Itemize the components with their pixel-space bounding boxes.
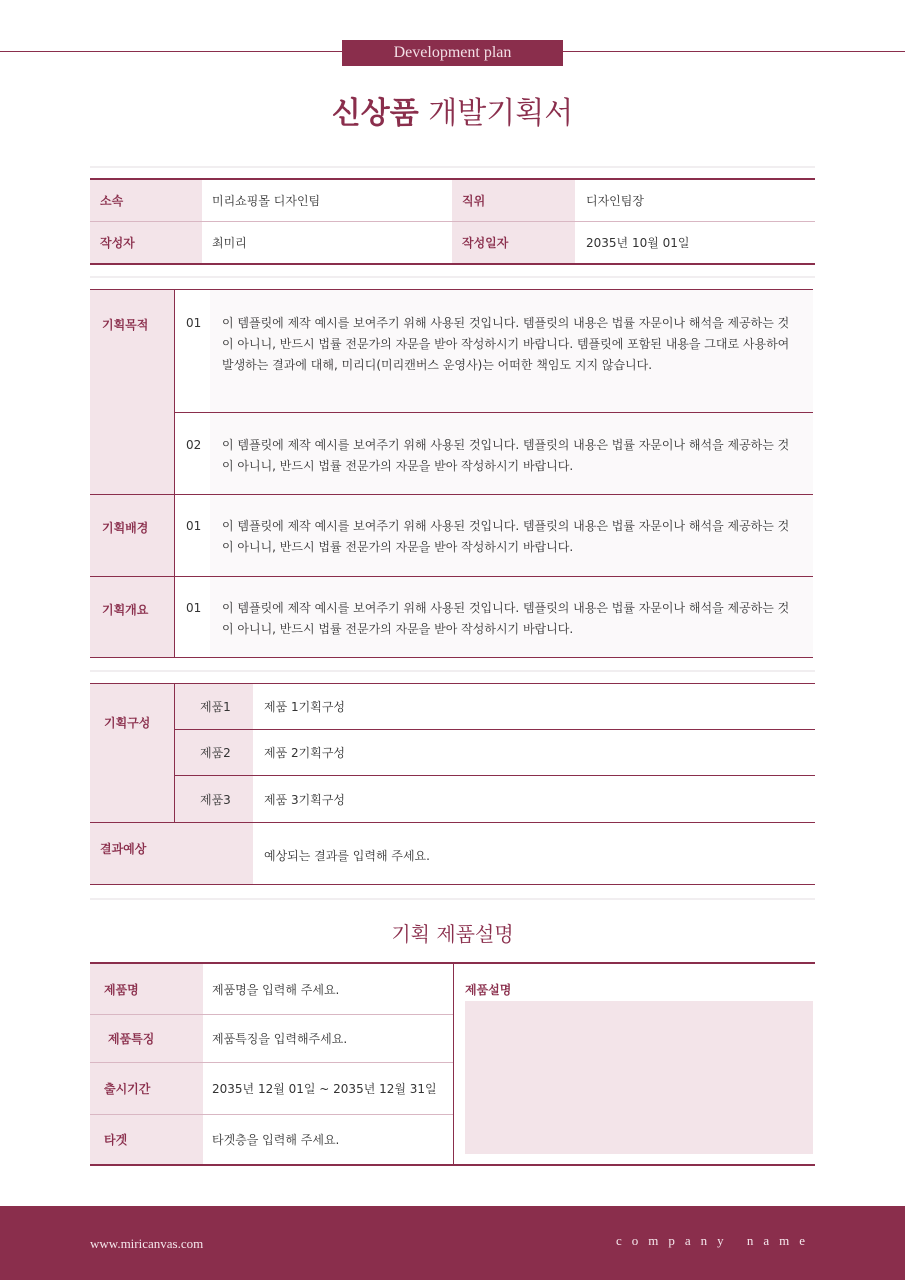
rule [90,221,815,222]
purpose-label: 기획목적 [102,318,149,332]
header-tag: Development plan [342,40,563,66]
divider [90,670,815,672]
author-value: 최미리 [212,236,247,250]
purpose-no-1: 01 [186,316,202,330]
product-name-value: 제품명을 입력해 주세요. [212,982,340,997]
page-title [0,88,905,132]
overview-text: 이 템플릿에 제작 예시를 보여주기 위해 사용된 것입니다. 템플릿의 내용은 법률 자문이나 해석을 제공하는 것이 아니니, 반드시 법률 전문가의 자문을 받아 작성하시기 바랍니다. [222,601,790,636]
comp-name-1: 제품1 [200,700,231,714]
title-bold: 신상품 [331,96,419,131]
comp-value-1: 제품 1기획구성 [264,700,346,714]
purpose-text-2: 이 템플릿에 제작 예시를 보여주기 위해 사용된 것입니다. 템플릿의 내용은 법률 자문이나 해석을 제공하는 것이 아니니, 반드시 법률 전문가의 자문을 받아 작성하시기 바랍니다. [222,438,790,473]
comp-name-2: 제품2 [200,746,231,760]
dept-label: 소속 [100,194,124,208]
product-feature-value: 제품특징을 입력해주세요. [212,1032,348,1046]
divider [90,276,815,278]
result-value: 예상되는 결과를 입력해 주세요. [264,849,430,863]
composition-label: 기획구성 [104,716,151,730]
title-rest: 개발기획서 [428,96,574,131]
product-target-value: 타겟층을 입력해 주세요. [212,1133,340,1147]
position-label: 직위 [462,194,486,208]
product-name-label: 제품명 [104,982,139,997]
product-feature-label: 제품특징 [108,1032,155,1046]
product-period-value: 2035년 12월 01일 ~ 2035년 12월 31일 [212,1082,437,1096]
rule [90,289,813,290]
date-value: 2035년 10월 01일 [586,236,690,250]
rule [174,289,175,658]
overview-label: 기획개요 [102,603,149,617]
comp-value-3: 제품 3기획구성 [264,792,346,807]
footer-company: company name [615,1233,815,1248]
rule [90,657,813,658]
comp-value-2: 제품 2기획구성 [264,746,346,760]
divider [90,166,815,168]
product-section-title: 기획 제품설명 [391,922,514,946]
purpose-text-1: 이 템플릿에 제작 예시를 보여주기 위해 사용된 것입니다. 템플릿의 내용은 법률 자문이나 해석을 제공하는 것이 아니니, 반드시 법률 전문가의 자문을 받아 작성하시기 바랍니다. 템플릿에 포함된 내용을 그대로 사용하여 발생하는 결과에 대해, 미리디(미리캔버스 운영사)는 어떠한 책임도 지지 않습니다. [222,316,790,372]
position-value: 디자인팀장 [586,194,644,208]
rule [90,683,815,684]
purpose-no-2: 02 [186,438,202,452]
rule [90,178,815,180]
rule [90,576,813,577]
date-label: 작성일자 [462,236,509,250]
author-label: 작성자 [100,236,135,250]
background-label: 기획배경 [102,521,149,535]
overview-no: 01 [186,601,202,615]
rule [90,822,815,823]
rule [90,494,813,495]
comp-name-3: 제품3 [200,792,231,807]
rule [174,412,813,413]
product-target-label: 타겟 [104,1133,128,1147]
label-bg [90,684,174,822]
background-no: 01 [186,519,202,533]
footer-url: www.miricanvas.com [90,1236,204,1251]
product-desc-box [465,1001,813,1154]
divider [90,898,815,900]
rule [90,263,815,265]
result-label: 결과예상 [100,842,147,856]
product-period-label: 출시기간 [104,1082,151,1096]
dept-value: 미리쇼핑몰 디자인팀 [212,194,321,208]
background-text: 이 템플릿에 제작 예시를 보여주기 위해 사용된 것입니다. 템플릿의 내용은 법률 자문이나 해석을 제공하는 것이 아니니, 반드시 법률 전문가의 자문을 받아 작성하시기 바랍니다. [222,519,790,554]
rule [174,683,175,823]
product-desc-label: 제품설명 [465,983,512,997]
rule [453,963,454,1165]
rule [90,884,815,885]
